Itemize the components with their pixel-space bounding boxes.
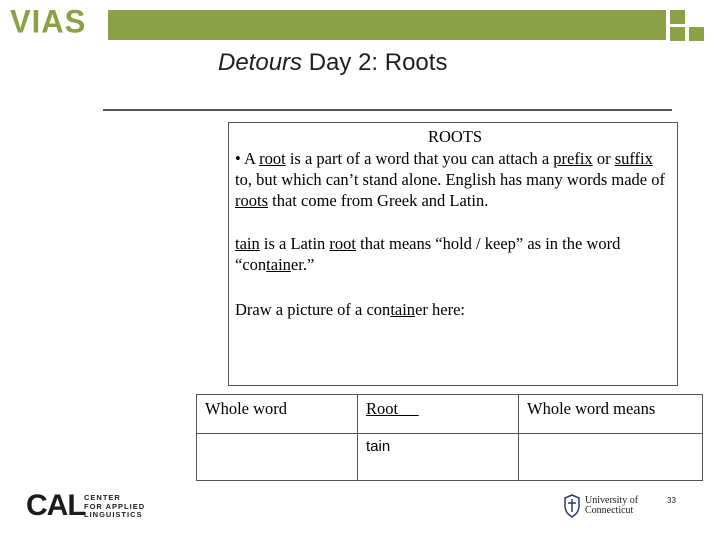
uconn-logo-text: University of Connecticut [585,495,639,516]
header-root: Root [358,395,519,434]
header-square-2 [670,27,685,41]
table-row [197,434,703,481]
tain-explanation: tain is a Latin root that means “hold / keep” as in the word “container.” [235,234,621,274]
cal-logo-subtitle: CENTER FOR APPLIED LINGUISTICS [84,493,146,519]
roots-box [228,122,678,386]
roots-heading: ROOTS [428,127,483,146]
header-whole-word: Whole word [197,395,358,434]
cell-meaning[interactable] [519,434,703,481]
slide-title [0,49,720,77]
title-rest: Day 2: Roots [302,49,448,76]
header-meaning: Whole word means [519,395,703,434]
header-square-3 [689,27,704,41]
drawing-prompt: Draw a picture of a container here: [235,300,465,319]
roots-definition: • A root is a part of a word that you can attach a prefix or suffix to, but which can’t stand alone. English has many words made of roots that come from Greek and Latin. [235,149,665,210]
vias-logo: VIAS [10,3,87,40]
header-square-1 [670,10,685,24]
cell-whole-word[interactable] [197,434,358,481]
word-table [196,394,703,481]
uconn-seal-icon [563,494,581,518]
cell-root: tain [358,434,519,481]
title-italic: Detours [218,49,303,76]
header-bar [108,10,666,40]
title-divider [103,109,672,111]
page-number: 33 [667,496,676,505]
cal-logo: CAL [26,489,85,522]
table-header-row [197,395,703,434]
